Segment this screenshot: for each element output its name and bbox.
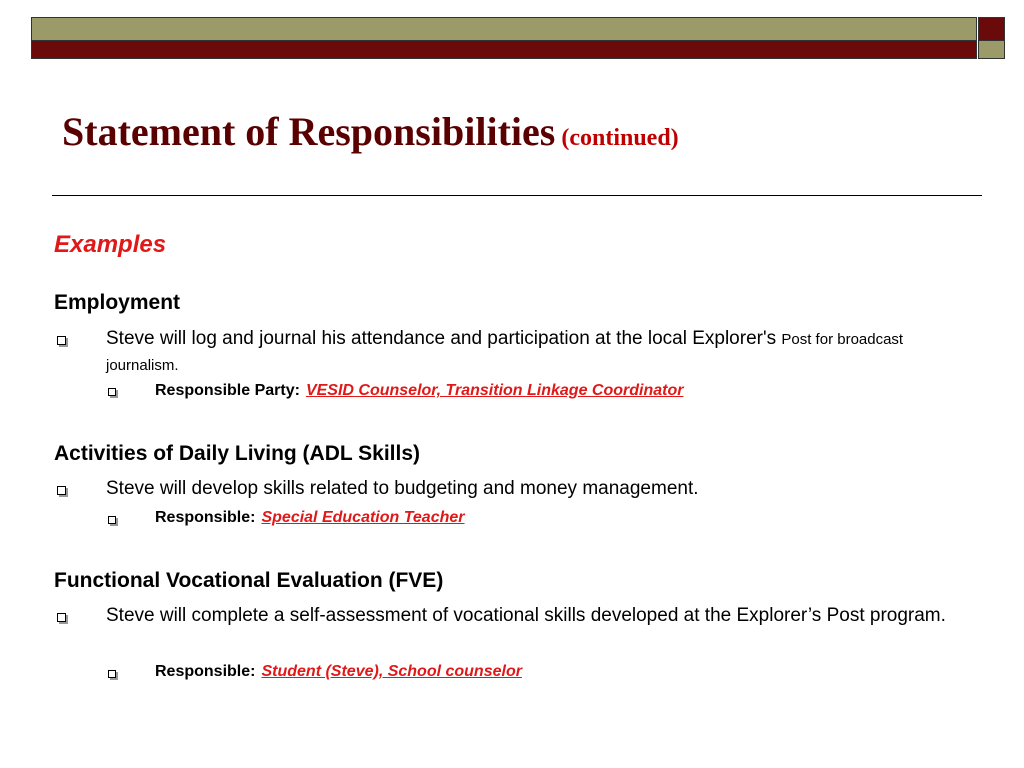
- fve-item-text: Steve will complete a self-assessment of vocational skills developed at the Explorer’s Post program.: [106, 605, 946, 626]
- adl-responsible: [155, 507, 465, 529]
- responsible-value[interactable]: VESID Counselor, Transition Linkage Coordinator: [305, 382, 684, 399]
- fve-responsible: [155, 661, 522, 683]
- section-heading-employment: Employment: [54, 291, 181, 314]
- employment-item-main: Steve will log and journal his attendance and participation at the local Explorer's: [106, 328, 782, 349]
- hollow-square-bullet-icon: [108, 516, 116, 524]
- banner-corner-maroon-square: [978, 17, 1005, 41]
- hollow-square-bullet-icon: [57, 613, 66, 622]
- top-banner-maroon-bar: [31, 41, 977, 59]
- responsible-label: Responsible:: [155, 663, 256, 680]
- section-heading-fve: Functional Vocational Evaluation (FVE): [54, 569, 444, 592]
- slide-title-suffix: (continued): [561, 125, 679, 151]
- hollow-square-bullet-icon: [57, 336, 66, 345]
- adl-item-text: Steve will develop skills related to budgeting and money management.: [106, 478, 699, 499]
- employment-item-continuation: Post for broadcast journalism.: [106, 331, 904, 374]
- employment-responsible: [155, 380, 683, 402]
- title-divider: [52, 195, 982, 196]
- top-banner-olive-bar: [31, 17, 977, 41]
- employment-item-text: [106, 326, 976, 378]
- responsible-label: Responsible Party:: [155, 382, 300, 399]
- hollow-square-bullet-icon: [57, 486, 66, 495]
- responsible-value[interactable]: Student (Steve), School counselor: [261, 663, 522, 680]
- slide-title: [62, 108, 679, 162]
- banner-corner-olive-square: [978, 41, 1005, 59]
- hollow-square-bullet-icon: [108, 670, 116, 678]
- responsible-label: Responsible:: [155, 509, 256, 526]
- responsible-value[interactable]: Special Education Teacher: [261, 509, 465, 526]
- slide-title-main: Statement of Responsibilities: [62, 109, 556, 154]
- section-heading-adl: Activities of Daily Living (ADL Skills): [54, 442, 421, 465]
- hollow-square-bullet-icon: [108, 388, 116, 396]
- examples-heading: Examples: [54, 231, 167, 258]
